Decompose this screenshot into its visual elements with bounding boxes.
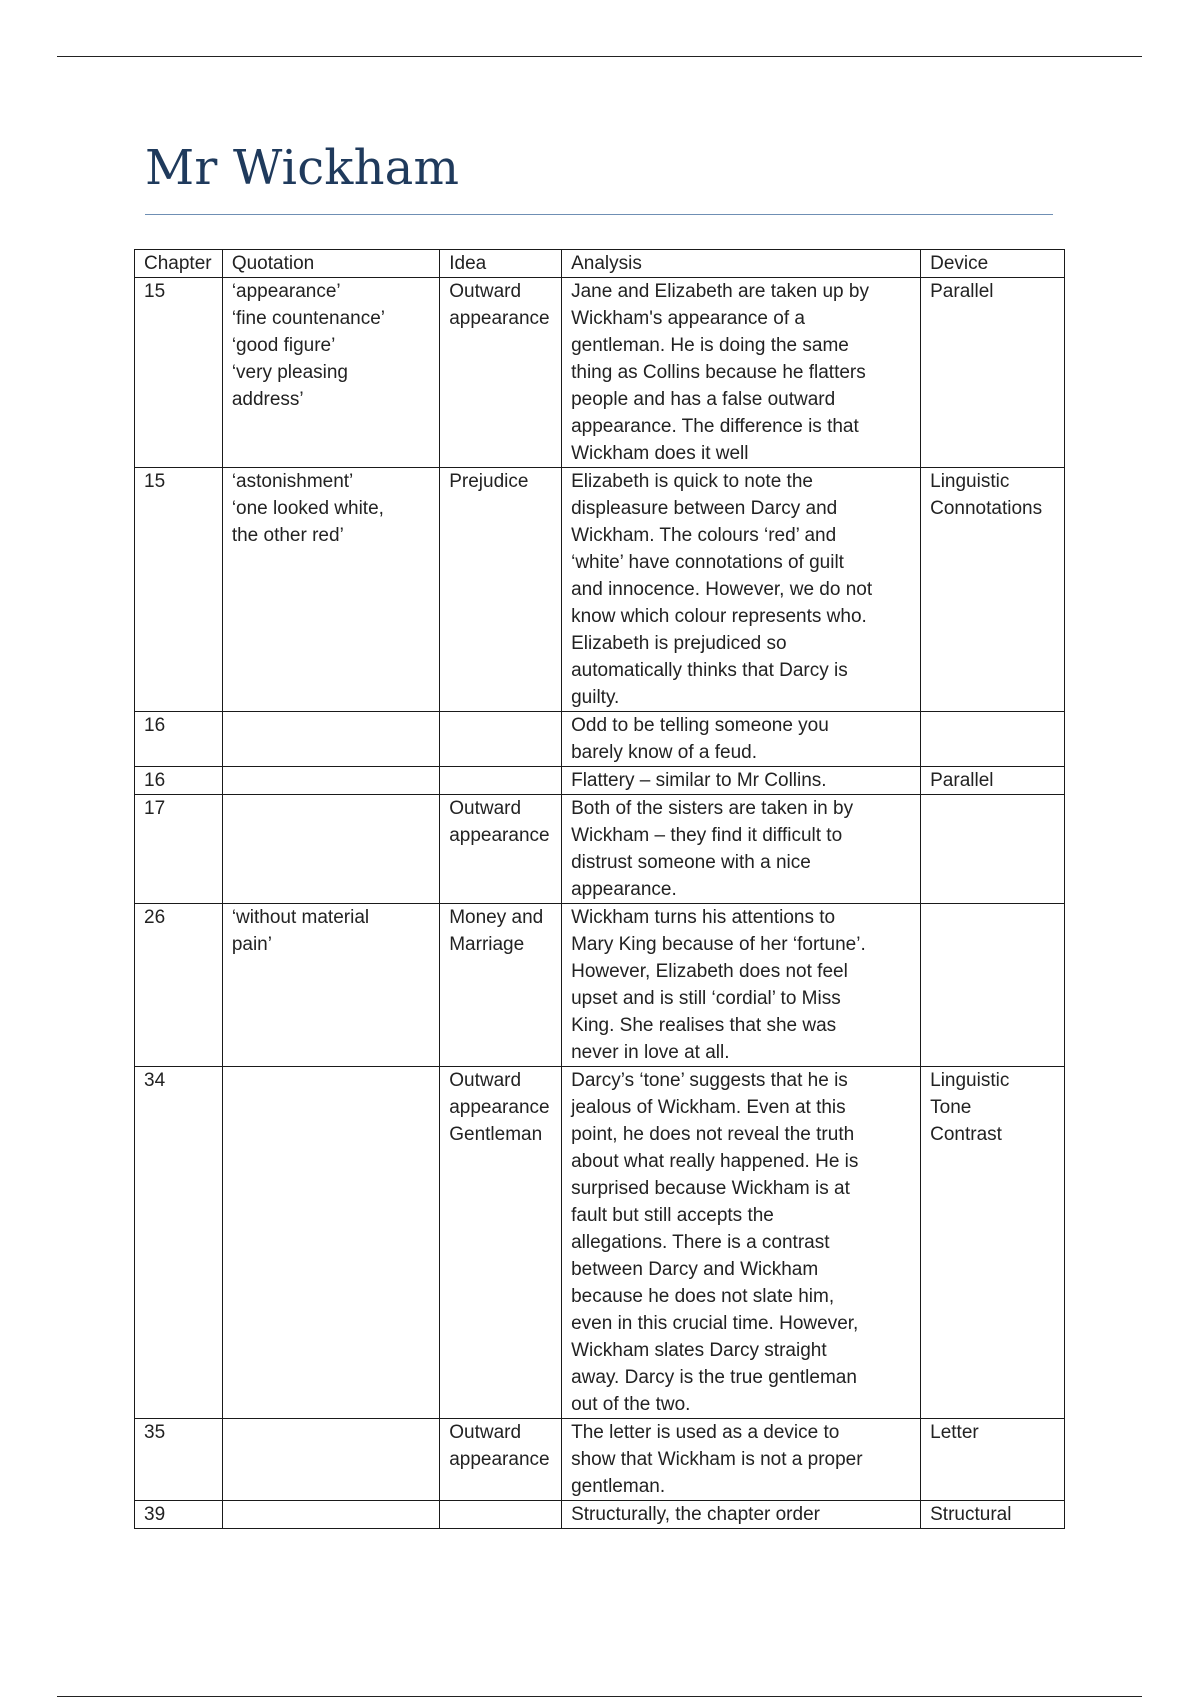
cell-device bbox=[921, 712, 1065, 767]
analysis-line: show that Wickham is not a proper bbox=[571, 1449, 863, 1470]
analysis-line: out of the two. bbox=[571, 1394, 691, 1415]
page-title: Mr Wickham bbox=[145, 140, 460, 196]
cell-chapter: 15 bbox=[135, 278, 223, 468]
idea-line: Outward bbox=[449, 798, 522, 819]
header-quotation: Quotation bbox=[222, 250, 439, 278]
cell-analysis bbox=[562, 1501, 921, 1529]
table-row bbox=[135, 1419, 1065, 1501]
analysis-line: Wickham does it well bbox=[571, 443, 749, 464]
cell-chapter: 16 bbox=[135, 767, 223, 795]
analysis-line: between Darcy and Wickham bbox=[571, 1259, 819, 1280]
quotation-line: ‘astonishment’ bbox=[231, 471, 354, 492]
cell-chapter: 35 bbox=[135, 1419, 223, 1501]
cell-analysis bbox=[562, 712, 921, 767]
cell-device bbox=[921, 1501, 1065, 1529]
table-row bbox=[135, 1501, 1065, 1529]
analysis-line: know which colour represents who. bbox=[571, 606, 867, 627]
analysis-line: guilty. bbox=[571, 687, 620, 708]
analysis-line: displeasure between Darcy and bbox=[571, 498, 838, 519]
quotation-line: ‘one looked white, bbox=[231, 498, 384, 519]
table-header-row bbox=[135, 250, 1065, 278]
cell-quotation bbox=[222, 468, 439, 712]
analysis-line: even in this crucial time. However, bbox=[571, 1313, 859, 1334]
device-line: Parallel bbox=[930, 281, 994, 302]
analysis-line: gentleman. bbox=[571, 1476, 666, 1497]
analysis-line: surprised because Wickham is at bbox=[571, 1178, 850, 1199]
analysis-line: Elizabeth is prejudiced so bbox=[571, 633, 787, 654]
cell-quotation bbox=[222, 795, 439, 904]
idea-line: appearance bbox=[449, 825, 550, 846]
table-row bbox=[135, 278, 1065, 468]
idea-line: appearance bbox=[449, 308, 550, 329]
device-line: Linguistic bbox=[930, 471, 1010, 492]
cell-idea bbox=[440, 795, 562, 904]
quotation-line: pain’ bbox=[231, 934, 272, 955]
cell-idea bbox=[440, 767, 562, 795]
device-line: Connotations bbox=[930, 498, 1043, 519]
analysis-line: distrust someone with a nice bbox=[571, 852, 811, 873]
idea-line: Outward bbox=[449, 1070, 522, 1091]
analysis-line: never in love at all. bbox=[571, 1042, 730, 1063]
cell-idea bbox=[440, 1419, 562, 1501]
analysis-line: appearance. bbox=[571, 879, 677, 900]
cell-device bbox=[921, 468, 1065, 712]
analysis-line: Wickham turns his attentions to bbox=[571, 907, 836, 928]
notes-table bbox=[134, 249, 1065, 1529]
cell-analysis bbox=[562, 767, 921, 795]
table-row bbox=[135, 712, 1065, 767]
cell-quotation bbox=[222, 278, 439, 468]
table-row bbox=[135, 904, 1065, 1067]
cell-device bbox=[921, 767, 1065, 795]
quotation-line: address’ bbox=[231, 389, 304, 410]
cell-idea bbox=[440, 1501, 562, 1529]
analysis-line: Wickham slates Darcy straight bbox=[571, 1340, 827, 1361]
table-row bbox=[135, 468, 1065, 712]
page-top-rule bbox=[57, 56, 1142, 57]
title-underline bbox=[145, 214, 1053, 215]
quotation-line: ‘good figure’ bbox=[231, 335, 336, 356]
analysis-line: Elizabeth is quick to note the bbox=[571, 471, 813, 492]
page-bottom-rule bbox=[57, 1696, 1142, 1697]
header-analysis: Analysis bbox=[562, 250, 921, 278]
analysis-line: Flattery – similar to Mr Collins. bbox=[571, 770, 827, 791]
cell-idea bbox=[440, 468, 562, 712]
analysis-line: Wickham. The colours ‘red’ and bbox=[571, 525, 837, 546]
cell-chapter: 39 bbox=[135, 1501, 223, 1529]
cell-analysis bbox=[562, 904, 921, 1067]
analysis-line: because he does not slate him, bbox=[571, 1286, 835, 1307]
idea-line: Prejudice bbox=[449, 471, 529, 492]
analysis-line: ‘white’ have connotations of guilt bbox=[571, 552, 844, 573]
analysis-line: gentleman. He is doing the same bbox=[571, 335, 849, 356]
analysis-line: Odd to be telling someone you bbox=[571, 715, 829, 736]
table-row bbox=[135, 795, 1065, 904]
idea-line: Outward bbox=[449, 281, 522, 302]
cell-analysis bbox=[562, 1067, 921, 1419]
idea-line: Outward bbox=[449, 1422, 522, 1443]
cell-quotation bbox=[222, 767, 439, 795]
cell-chapter: 17 bbox=[135, 795, 223, 904]
analysis-line: Wickham – they find it difficult to bbox=[571, 825, 843, 846]
analysis-line: Jane and Elizabeth are taken up by bbox=[571, 281, 869, 302]
cell-analysis bbox=[562, 795, 921, 904]
analysis-line: King. She realises that she was bbox=[571, 1015, 837, 1036]
cell-device bbox=[921, 278, 1065, 468]
idea-line: Marriage bbox=[449, 934, 525, 955]
analysis-line: appearance. The difference is that bbox=[571, 416, 859, 437]
cell-device bbox=[921, 795, 1065, 904]
table-body bbox=[135, 278, 1065, 1529]
cell-analysis bbox=[562, 1419, 921, 1501]
cell-chapter: 15 bbox=[135, 468, 223, 712]
analysis-line: fault but still accepts the bbox=[571, 1205, 774, 1226]
analysis-line: away. Darcy is the true gentleman bbox=[571, 1367, 857, 1388]
analysis-line: The letter is used as a device to bbox=[571, 1422, 840, 1443]
cell-idea bbox=[440, 1067, 562, 1419]
analysis-line: point, he does not reveal the truth bbox=[571, 1124, 855, 1145]
cell-quotation bbox=[222, 904, 439, 1067]
analysis-line: people and has a false outward bbox=[571, 389, 836, 410]
quotation-line: ‘appearance’ bbox=[231, 281, 341, 302]
analysis-line: Wickham's appearance of a bbox=[571, 308, 805, 329]
cell-quotation bbox=[222, 1419, 439, 1501]
analysis-line: about what really happened. He is bbox=[571, 1151, 859, 1172]
cell-chapter: 26 bbox=[135, 904, 223, 1067]
cell-device bbox=[921, 1067, 1065, 1419]
quotation-line: ‘fine countenance’ bbox=[231, 308, 385, 329]
quotation-line: ‘without material bbox=[231, 907, 370, 928]
cell-chapter: 34 bbox=[135, 1067, 223, 1419]
cell-analysis bbox=[562, 468, 921, 712]
analysis-line: jealous of Wickham. Even at this bbox=[571, 1097, 846, 1118]
analysis-line: Both of the sisters are taken in by bbox=[571, 798, 854, 819]
analysis-line: automatically thinks that Darcy is bbox=[571, 660, 848, 681]
device-line: Tone bbox=[930, 1097, 972, 1118]
idea-line: appearance bbox=[449, 1449, 550, 1470]
header-idea: Idea bbox=[440, 250, 562, 278]
analysis-line: Mary King because of her ‘fortune’. bbox=[571, 934, 866, 955]
table-row bbox=[135, 1067, 1065, 1419]
device-line: Parallel bbox=[930, 770, 994, 791]
cell-quotation bbox=[222, 1067, 439, 1419]
analysis-line: thing as Collins because he flatters bbox=[571, 362, 866, 383]
cell-quotation bbox=[222, 1501, 439, 1529]
analysis-line: and innocence. However, we do not bbox=[571, 579, 873, 600]
header-device: Device bbox=[921, 250, 1065, 278]
idea-line: Gentleman bbox=[449, 1124, 543, 1145]
quotation-line: the other red’ bbox=[231, 525, 344, 546]
device-line: Letter bbox=[930, 1422, 979, 1443]
cell-device bbox=[921, 1419, 1065, 1501]
analysis-line: allegations. There is a contrast bbox=[571, 1232, 830, 1253]
idea-line: appearance bbox=[449, 1097, 550, 1118]
device-line: Structural bbox=[930, 1504, 1012, 1525]
cell-quotation bbox=[222, 712, 439, 767]
device-line: Linguistic bbox=[930, 1070, 1010, 1091]
cell-device bbox=[921, 904, 1065, 1067]
cell-idea bbox=[440, 712, 562, 767]
device-line: Contrast bbox=[930, 1124, 1002, 1145]
quotation-line: ‘very pleasing bbox=[231, 362, 348, 383]
cell-analysis bbox=[562, 278, 921, 468]
analysis-line: barely know of a feud. bbox=[571, 742, 757, 763]
cell-chapter: 16 bbox=[135, 712, 223, 767]
header-chapter: Chapter bbox=[135, 250, 223, 278]
analysis-line: upset and is still ‘cordial’ to Miss bbox=[571, 988, 841, 1009]
cell-idea bbox=[440, 904, 562, 1067]
idea-line: Money and bbox=[449, 907, 544, 928]
analysis-line: Structurally, the chapter order bbox=[571, 1504, 820, 1525]
analysis-line: Darcy’s ‘tone’ suggests that he is bbox=[571, 1070, 848, 1091]
analysis-line: However, Elizabeth does not feel bbox=[571, 961, 848, 982]
cell-idea bbox=[440, 278, 562, 468]
table-row bbox=[135, 767, 1065, 795]
